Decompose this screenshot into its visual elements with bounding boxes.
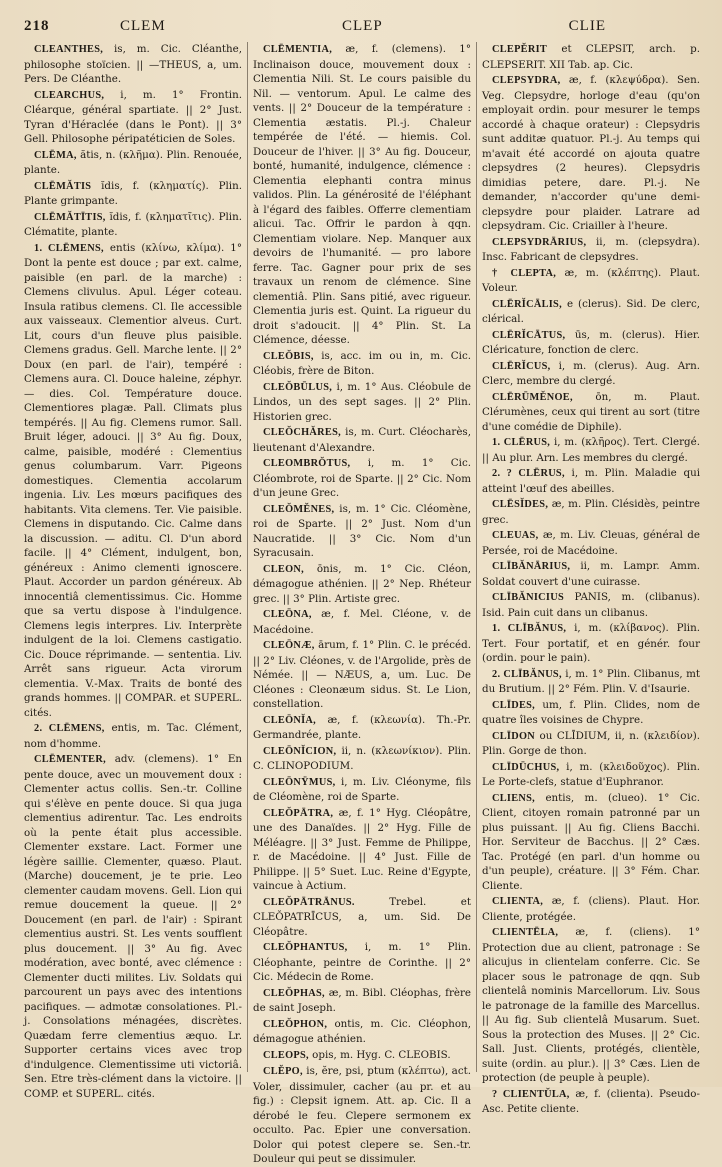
entry-headword: CLĒRŪMĔNOE, xyxy=(492,391,573,403)
entry-headword: ? CLIENTŬLA, xyxy=(492,1088,570,1100)
dictionary-entry xyxy=(24,752,242,1101)
entry-headword: CLĪDON xyxy=(492,730,535,742)
dictionary-entry xyxy=(253,562,471,607)
dictionary-entry xyxy=(482,667,700,697)
entry-definition: i, m. 1° Frontin. Cléarque, général spartiate. || 2° Just. Tyran d'Héraclée (dans le Pont). || 3° Gell. Philosophe péripatéticien de Soles. xyxy=(24,88,242,145)
entry-headword: CLĒMENTER, xyxy=(34,754,106,765)
column-3 xyxy=(482,42,701,1115)
dictionary-entry xyxy=(24,42,242,87)
dictionary-entry xyxy=(482,42,700,72)
page-number: 218 xyxy=(24,18,50,34)
dictionary-entry xyxy=(482,297,700,327)
entry-headword: CLEŎPĀTRA, xyxy=(263,807,334,819)
dictionary-entry xyxy=(482,925,700,1086)
dictionary-entry xyxy=(253,744,471,774)
entry-headword: CLEŎPĀTRĀNUS. xyxy=(263,896,355,908)
dictionary-entry xyxy=(253,775,471,805)
entry-headword: CLIENS, xyxy=(492,792,536,804)
dictionary-entry xyxy=(482,266,700,296)
entry-definition: Trebel. et CLEŎPATRĪCUS, a, um. Sid. De Cléopâtre. xyxy=(253,895,471,938)
entry-definition: æ, f. (clemens). 1° Inclinaison douce, mouvement doux : Clementia Nili. St. Le cours paisible du Nil. — ventorum. Apul. Le calme des vents. || 2° Douceur de la température : Clementia æstatis. Pl.-j. Chaleur tempérée de l'été. — hiemis. Col. Douceur de l'hiver. || 3° Au fig. Douceur, bonté, humanité, indulgence, clémence : Clementia elephanti contra minus validos. Plin. La générosité de l'éléphant à l'égard des faibles. Offerre clementiam alicui. Tac. Offrir le pardon à qqn. Clementiam violare. Nep. Manquer aux devoirs de l'humanité. — pro labore ferre. Tac. Gagner pour prix de ses travaux un renom de clémence. Sine clementiâ. Plin. Sans pitié, avec rigueur. Clementia juris est. Quint. La rigueur du droit s'adoucit. || 4° Plin. St. La Clémence, déesse. xyxy=(253,43,471,346)
entry-definition: ou CLĪDIUM, ii, n. (κλειδίον). Plin. Gorge de thon. xyxy=(482,729,700,757)
entry-headword: CLĪDŪCHUS, xyxy=(492,761,560,773)
dictionary-entry xyxy=(482,590,700,620)
entry-headword: CLEŎCHĂRES, xyxy=(263,427,341,438)
entry-headword: CLEUAS, xyxy=(492,530,539,541)
dictionary-entry xyxy=(253,425,471,455)
dictionary-entry xyxy=(482,791,700,894)
text-columns xyxy=(24,42,701,1165)
header-center-guideword: CLEP xyxy=(342,18,383,34)
entry-headword: CLEŌNŸMUS, xyxy=(263,776,336,788)
dictionary-entry xyxy=(482,435,700,465)
dictionary-entry xyxy=(253,986,471,1016)
dictionary-entry xyxy=(253,895,471,940)
entry-headword: CLĪDES, xyxy=(492,699,536,711)
entry-headword: CLĒMA, xyxy=(34,149,77,161)
entry-headword: CLEON, xyxy=(263,563,304,575)
dictionary-entry xyxy=(253,638,471,712)
header-left-guideword: CLEM xyxy=(120,18,166,34)
entry-headword: CLEPSYDRA, xyxy=(492,75,561,86)
entry-definition: i, m. Liv. Cléonyme, fils de Cléomène, roi de Sparte. xyxy=(253,775,471,803)
dictionary-entry xyxy=(253,713,471,743)
entry-definition: entis, m. Tac. Clément, nom d'homme. xyxy=(24,722,243,750)
entry-definition: i, m. 1° Plin. Cléophante, peintre de Corinthe. || 2° Cic. Médecin de Rome. xyxy=(253,941,471,983)
dictionary-entry xyxy=(482,359,700,389)
entry-definition: æ, f. Mel. Cléone, v. de Macédoine. xyxy=(253,608,471,636)
entry-headword: CLEANTHES, xyxy=(34,44,104,55)
entry-definition: e (clerus). Sid. De clerc, clérical. xyxy=(482,297,700,325)
dictionary-entry xyxy=(482,760,700,790)
dictionary-entry xyxy=(253,1017,471,1047)
dictionary-entry xyxy=(482,729,700,759)
dictionary-entry xyxy=(482,328,700,358)
dictionary-entry xyxy=(482,621,700,666)
entry-definition: æ, m. Bibl. Cléophas, frère de saint Joseph. xyxy=(253,986,472,1014)
dictionary-entry xyxy=(253,940,471,985)
entry-headword: CLĒRĬCĀLIS, xyxy=(492,298,562,310)
dictionary-entry xyxy=(253,349,471,379)
column-2 xyxy=(253,42,472,1165)
entry-definition: PANIS, m. (clibanus). Isid. Pain cuit dans un clibanus. xyxy=(482,591,700,619)
entry-definition: i, m. 1° Cic. Cléombrote, roi de Sparte. || 2° Cic. Nom d'un jeune Grec. xyxy=(253,457,471,499)
entry-definition: æ, f. (κλεψύδρα). Sen. Veg. Clepsydre, horloge d'eau (qu'on employait ordin. pour mesurer le temps accordé à chaque orateur) : Clepsydris sunt additæ quatuor. Pl.-j. Au temps qui m'avait été accordé on ajouta quatre clepsydres (2 heures). Clepsydris dimidias petere, dare. Pl.-j. Ne demander, n'accorder qu'une demi-clepsydre pour plaider. Latrare ad clepsydram. Cic. Criailler à l'heure. xyxy=(482,74,700,232)
entry-definition: ontis, m. Cic. Cléophon, démagogue athénien. xyxy=(253,1017,471,1045)
entry-headword: CLĪBĂNĀRIUS, xyxy=(492,561,571,572)
entry-headword: CLEŎPHON, xyxy=(263,1018,328,1030)
entry-definition: ii, m. Lampr. Amm. Soldat couvert d'une cuirasse. xyxy=(482,560,700,588)
header-right-guideword: CLIE xyxy=(568,18,606,34)
entry-headword: CLĒRĬCUS, xyxy=(492,360,551,372)
dictionary-entry xyxy=(253,380,471,425)
entry-definition: i, m. 1° Aus. Cléobule de Lindos, un des sept sages. || 2° Plin. Historien grec. xyxy=(253,380,471,423)
dictionary-entry xyxy=(24,721,242,751)
entry-definition: entis (κλίνω, κλίμα). 1° Dont la pente est douce ; par ext. calme, paisible (en parl. de la marche) : Clemens clivulus. Apul. Léger coteau. Insula ratibus clemens. Cl. Ile accessible aux vaisseaux. Clementior alveus. Curt. Lit, cours d'un fleuve plus paisible. Clemens gradus. Gell. Marche lente. || 2° Doux (en parl. de l'air), tempéré : Clemens aura. Cl. Douce haleine, zéphyr. — dies. Col. Température douce. Clementiores plagæ. Pall. Climats plus tempérés. || Au fig. Clemens rumor. Sall. Bruit léger, adouci. || 3° Au fig. Doux, calme, paisible, modéré : Clementius genus columbarum. Varr. Pigeons domestiques. Clementia accolarum ingenia. Liv. Les mœurs pacifiques des habitants. Vita clemens. Ter. Vie paisible. Clemens in disputando. Cic. Calme dans la discussion. — aditu. Cl. D'un abord facile. || 4° Clément, indulgent, bon, généreux : Animo clementi ignoscere. Plaut. Accorder un pardon généreux. Ab innocentiâ clementissimus. Cic. Homme que sa vertu dispose à l'indulgence. Clemens legis interpres. Liv. Interprète indulgent de la loi. Clemens castigatio. Cic. Douce réprimande. — sententia. Liv. Arrêt sans rigueur. Acta virorum clementia. V.-Max. Traits de bonté des grands hommes. || COMPAR. et SUPERL. cités. xyxy=(24,241,242,719)
entry-definition: ūs, m. (clerus). Hier. Cléricature, fonction de clerc. xyxy=(482,328,700,356)
dictionary-entry xyxy=(253,806,471,894)
entry-headword: CLEŎPHANTUS, xyxy=(263,942,348,953)
dictionary-entry xyxy=(482,235,700,265)
column-1 xyxy=(24,42,243,1100)
entry-definition: ii, n. (κλεωνίκιον). Plin. C. CLINOPODIUM. xyxy=(253,744,471,772)
entry-definition: um, f. Plin. Clides, nom de quatre îles voisines de Chypre. xyxy=(482,698,700,726)
entry-headword: CLEŎPHAS, xyxy=(263,987,325,999)
entry-headword: CLEOPS, xyxy=(263,1049,309,1061)
dictionary-entry xyxy=(24,148,242,178)
dictionary-entry xyxy=(253,607,471,637)
entry-definition: æ, m. (κλέπτης). Plaut. Voleur. xyxy=(482,266,700,294)
entry-headword: 2. CLĪBĂNUS, xyxy=(492,668,562,680)
entry-headword: CLEARCHUS, xyxy=(34,89,105,101)
entry-headword: 2. CLĒMENS, xyxy=(34,723,105,734)
entry-definition: is, m. Cic. Cléanthe, philosophe stoïcien. || —THEUS, a, um. Pers. De Cléanthe. xyxy=(24,43,242,85)
entry-headword: CLĪBĂNICIUS xyxy=(492,592,564,603)
entry-definition: æ, m. Liv. Cleuas, général de Persée, roi de Macédoine. xyxy=(482,529,700,557)
dictionary-entry xyxy=(253,1064,471,1167)
dictionary-entry xyxy=(253,42,471,348)
entry-headword: CLĒSĬDES, xyxy=(492,499,549,510)
dictionary-entry xyxy=(253,502,471,561)
entry-definition: i, m. (clerus). Aug. Arn. Clerc, membre du clergé. xyxy=(482,359,700,387)
dictionary-entry xyxy=(482,390,700,435)
entry-definition: i, m. Plin. Maladie qui atteint l'œuf des abeilles. xyxy=(482,467,700,495)
entry-headword: 1. CLĒRUS, xyxy=(492,437,551,448)
entry-definition: æ, f. (κλεωνία). Th.-Pr. Germandrée, plante. xyxy=(253,713,471,741)
entry-headword: CLEŎBIS, xyxy=(263,350,314,362)
entry-headword: CLIENTĒLA, xyxy=(492,927,559,938)
dictionary-entry xyxy=(24,88,242,147)
dictionary-entry xyxy=(482,1087,700,1117)
entry-headword: CLĒMĂTĪTIS, xyxy=(34,211,106,223)
entry-headword: 2. ? CLĒRUS, xyxy=(492,468,565,479)
entry-headword: 1. CLĪBĂNUS, xyxy=(492,623,567,634)
column-divider xyxy=(476,42,477,1072)
entry-definition: æ, m. Plin. Clésidès, peintre grec. xyxy=(482,498,700,526)
entry-headword: CLEŎBŪLUS, xyxy=(263,381,333,393)
entry-definition: ārum, f. 1° Plin. C. le précéd. || 2° Liv. Cléones, v. de l'Argolide, près de Némée. || — NÆUS, a, um. Luc. De Cléones : Cleonæum sidus. St. Le Lion, constellation. xyxy=(253,639,471,710)
entry-definition: ii, m. (clepsydra). Insc. Fabricant de clepsydres. xyxy=(482,235,700,263)
dictionary-entry xyxy=(24,210,242,240)
entry-headword: CLEŌNĬCION, xyxy=(263,745,337,757)
entry-definition: æ, f. (cliens). 1° Protection due au client, patronage : Se alicujus in clientelam conferre. Cic. Se placer sous le patronage de qqn. Sub clientelâ nominis Marcellorum. Liv. Sous le patronage de la famille des Marcellus. || Au fig. Sub clientelâ Musarum. Suet. Sous la protection des Muses. || 2° Cic. Sall. Just. Clients, protégés, clientèle, suite (ordin. au plur.). || 3° Cæs. Lien de protection (de peuple à peuple). xyxy=(482,926,700,1084)
dictionary-entry xyxy=(253,456,471,501)
entry-headword: CLEŌNĬA, xyxy=(263,714,317,726)
dictionary-entry xyxy=(482,698,700,728)
entry-definition: entis, m. (clueo). 1° Cic. Client, citoyen romain patronné par un plus puissant. || Au fig. Cliens Bacchi. Hor. Serviteur de Bacchus. || 2° Cæs. Tac. Protégé (en parl. d'un homme ou d'un peuple), créature. || 3° Fém. Char. Cliente. xyxy=(482,791,700,892)
entry-definition: i, m. 1° Plin. Clibanus, mt du Brutium. || 2° Fém. Plin. V. d'Isaurie. xyxy=(482,667,700,695)
dictionary-entry xyxy=(24,241,242,721)
entry-definition: æ, f. (cliens). Plaut. Hor. Cliente, protégée. xyxy=(482,895,700,923)
dictionary-entry xyxy=(482,73,700,234)
entry-definition: ătis, n. (κλῆμα). Plin. Renouée, plante. xyxy=(24,148,242,176)
entry-headword: CLEŎMĔNES, xyxy=(263,503,335,515)
entry-definition: ōnis, m. 1° Cic. Cléon, démagogue athénien. || 2° Nep. Rhéteur grec. || 3° Plin. Artiste grec. xyxy=(253,562,472,605)
dictionary-entry xyxy=(24,179,242,209)
entry-headword: CLĒMENTIA, xyxy=(263,44,333,55)
running-header xyxy=(24,18,698,40)
entry-definition: is, m. 1° Cic. Cléomène, roi de Sparte. || 2° Just. Nom d'un Naucratide. || 3° Cic. Nom d'un Syracusain. xyxy=(253,502,471,559)
column-divider xyxy=(247,42,248,1072)
entry-definition: ĭdis, f. (κληματῖτις). Plin. Clématite, plante. xyxy=(24,210,242,238)
entry-definition: i, m. (κλειδοῦχος). Plin. Le Porte-clefs, statue d'Euphranor. xyxy=(482,760,700,788)
entry-headword: CLEPĔRIT xyxy=(492,44,548,55)
entry-definition: adv. (clemens). 1° En pente douce, avec un mouvement doux : Clementer actus collis. Sen.-tr. Colline qui s'élève en pente douce. Si qua juga clementius adirentur. Tac. Les endroits où la pente était plus accessible. Clementer exstare. Lact. Former une légère saillie. Clementer, quæso. Plaut. (Marche) doucement, je te prie. Leo clementer caudam movens. Gell. Lion qui remue doucement la queue. || 2° Doucement (en parl. de l'air) : Spirant clementius austri. St. Les vents soufflent plus doucement. || 3° Au fig. Avec modération, avec bonté, avec clémence : Clementer ducti milites. Liv. Soldats qui parcourent un pays avec des intentions pacifiques. — admotæ consolationes. Pl.-j. Consolations ménagées, discrètes. Quædam ferre clementius æquo. Lr. Supporter certains vices avec trop d'indulgence. Clementissime uti victoriâ. Sen. Etre très-clément dans la victoire. || COMP. et SUPERL. cités. xyxy=(24,753,242,1100)
entry-headword: CLĔPO, xyxy=(263,1066,303,1077)
dictionary-entry xyxy=(253,1048,471,1064)
entry-headword: CLEOMBRŎTUS, xyxy=(263,458,351,469)
entry-headword: CLEPSYDRĀRIUS, xyxy=(492,236,587,248)
dictionary-entry xyxy=(482,466,700,496)
entry-definition: et CLEPSIT, arch. p. CLEPSERIT. XII Tab. ap. Cic. xyxy=(482,43,700,71)
entry-headword: CLIENTA, xyxy=(492,896,544,907)
dictionary-entry xyxy=(482,559,700,589)
entry-definition: æ, f. (clienta). Pseudo-Asc. Petite cliente. xyxy=(482,1087,700,1115)
entry-definition: æ, f. 1° Hyg. Cléopâtre, une des Danaïdes. || 2° Hyg. Fille de Méléagre. || 3° Just. Femme de Philippe, r. de Macédoine. || 4° Just. Fille de Philippe. || 5° Suet. Luc. Reine d'Egypte, vaincue à Actium. xyxy=(253,806,471,892)
entry-headword: 1. CLĒMENS, xyxy=(34,242,104,254)
dictionary-entry xyxy=(482,528,700,558)
entry-definition: i, m. (κλῆρος). Tert. Clergé. || Au plur. Arn. Les membres du clergé. xyxy=(482,436,700,464)
entry-definition: i, m. (κλίβανος). Plin. Tert. Four portatif, et en génér. four (ordin. pour le pain). xyxy=(482,622,701,664)
entry-definition: is, m. Curt. Cléocharès, lieutenant d'Alexandre. xyxy=(253,426,471,454)
entry-headword: † CLEPTA, xyxy=(492,267,557,279)
entry-headword: CLEŌNÆ, xyxy=(263,640,315,651)
dictionary-entry xyxy=(482,894,700,924)
entry-headword: CLĒRĬCĀTUS, xyxy=(492,329,566,341)
entry-headword: CLEŌNA, xyxy=(263,609,312,620)
entry-definition: opis, m. Hyg. C. CLEOBIS. xyxy=(312,1048,451,1061)
entry-headword: CLĒMĂTIS xyxy=(34,180,92,192)
entry-definition: is, acc. im ou in, m. Cic. Cléobis, frère de Biton. xyxy=(253,349,471,377)
dictionary-entry xyxy=(482,497,700,527)
entry-definition: is, ĕre, psi, ptum (κλέπτω), act. Voler, dissimuler, cacher (au pr. et au fig.) : Clepsit ignem. Att. ap. Cic. Il a dérobé le feu. Clepere sermonem ex occulto. Pac. Epier une conversation. Dolor qui potest clepere se. Sen.-tr. Douleur qui peut se dissimuler. xyxy=(253,1065,471,1165)
entry-definition: ĭdis, f. (κληματίς). Plin. Plante grimpante. xyxy=(24,179,242,207)
entry-definition: ōn, m. Plaut. Clérumènes, ceux qui tirent au sort (titre d'une comédie de Diphile). xyxy=(482,390,700,433)
